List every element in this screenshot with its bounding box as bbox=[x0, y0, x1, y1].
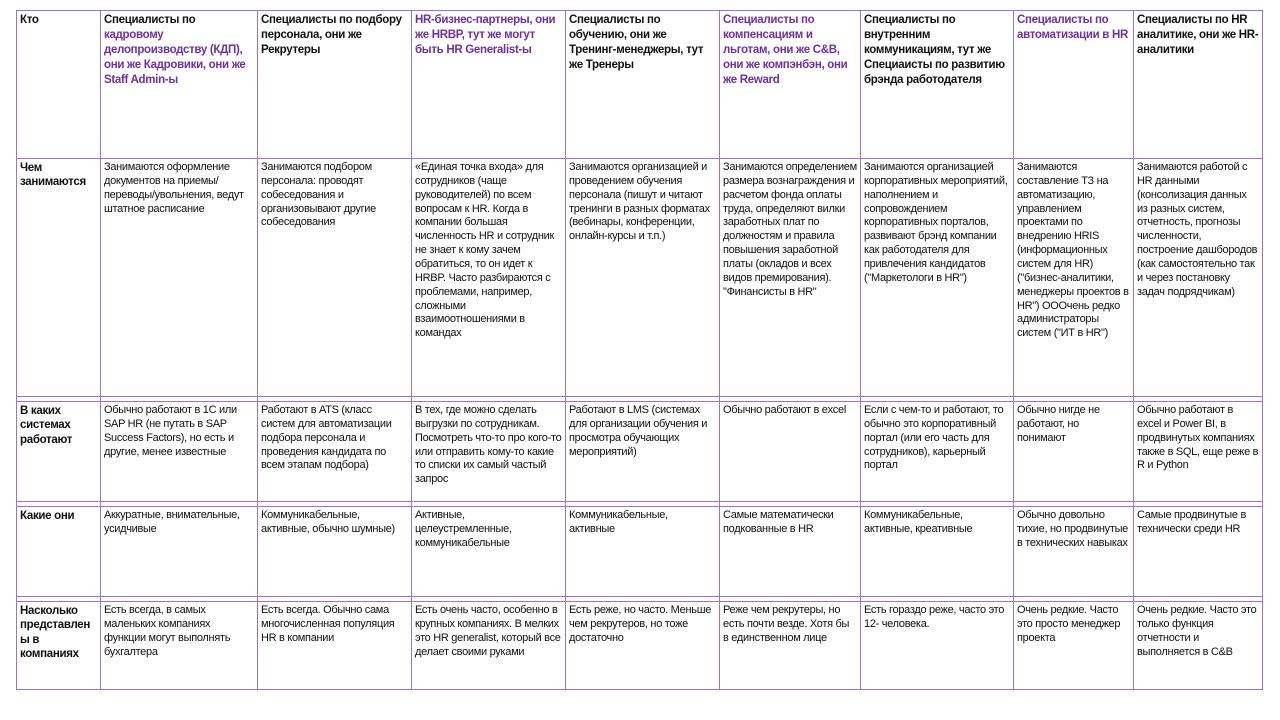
table-cell: Занимаются оформление документов на приемы/переводы/увольнения, ведут штатное расписание bbox=[101, 159, 258, 397]
header-accent-text: кадровому делопроизводству (КДП), они же Кадровики, они же Staff Admin-ы bbox=[104, 28, 246, 86]
column-header-kdp bbox=[101, 11, 258, 159]
hr-specialists-table-container bbox=[16, 10, 1262, 690]
header-accent-text: Специалисты по компенсациям и льготам, они же C&B, они же компэнбэн, они же Reward bbox=[723, 14, 848, 86]
corner-header: Кто bbox=[17, 11, 101, 159]
header-text: Специалисты по bbox=[104, 14, 196, 26]
table-cell: Очень редкие. Часто это только функция отчетности и выполняется в C&B bbox=[1134, 602, 1263, 690]
row-label: В каких системах работают bbox=[17, 402, 101, 502]
header-text: Специалисты по HR аналитике, они же HR-аналитики bbox=[1137, 14, 1259, 56]
table-cell: Есть очень часто, особенно в крупных компаниях. В мелких это HR generalist, который все делает своими руками bbox=[412, 602, 566, 690]
table-cell: Коммуникабельные, активные, креативные bbox=[861, 507, 1014, 597]
header-text: Специалисты по внутренним коммуникациям, тут же Специаисты по развитию брэнда работодателя bbox=[864, 14, 1005, 86]
row-label: Какие они bbox=[17, 507, 101, 597]
row-label: Чем занимаются bbox=[17, 159, 101, 397]
column-header-comms bbox=[861, 11, 1014, 159]
row-what-they-do bbox=[17, 159, 1263, 397]
table-cell: Самые продвинутые в технически среди HR bbox=[1134, 507, 1263, 597]
table-cell: В тех, где можно сделать выгрузки по сотрудникам. Посмотреть что-то про кого-то или отправить кому-то какие то списки их самый частый запрос bbox=[412, 402, 566, 502]
column-header-analytics bbox=[1134, 11, 1263, 159]
table-cell: Работают в LMS (системах для организации обучения и просмотра обучающих мероприятий) bbox=[566, 402, 720, 502]
table-cell: Очень редкие. Часто это просто менеджер проекта bbox=[1014, 602, 1134, 690]
table-cell: Обычно работают в 1С или SAP HR (не путать в SAP Success Factors), но есть и другие, менее известные bbox=[101, 402, 258, 502]
table-cell: Занимаются работой с HR данными (консолизация данных из разных систем, отчетность, прогнозы численности, построение дашбородов (как самостоятельно так и через постановку задач подрядчикам) bbox=[1134, 159, 1263, 397]
header-accent-text: Специалисты по автоматизации в HR bbox=[1017, 14, 1128, 41]
row-personality bbox=[17, 507, 1263, 597]
table-cell: Обычно довольно тихие, но продвинутые в технических навыках bbox=[1014, 507, 1134, 597]
table-cell: Самые математически подкованные в HR bbox=[720, 507, 861, 597]
table-cell: Занимаются подбором персонала: проводят собеседования и организовывают другие собеседования bbox=[258, 159, 412, 397]
row-presence bbox=[17, 602, 1263, 690]
table-cell: Коммуникабельные, активные bbox=[566, 507, 720, 597]
column-header-training bbox=[566, 11, 720, 159]
table-cell: Есть гораздо реже, часто это 12- человека. bbox=[861, 602, 1014, 690]
column-header-recruiters bbox=[258, 11, 412, 159]
row-label: Насколько представлены в компаниях bbox=[17, 602, 101, 690]
table-cell: Есть всегда. Обычно сама многочисленная популяция HR в компании bbox=[258, 602, 412, 690]
table-cell: Занимаются определением размера вознаграждения и расчетом фонда оплаты труда, определяют вилки заработных плат по должностям и правила повышения заработной платы (окладов и всех видов премирования). "Финансисты в HR" bbox=[720, 159, 861, 397]
table-cell: Аккуратные, внимательные, усидчивые bbox=[101, 507, 258, 597]
column-header-hrbp bbox=[412, 11, 566, 159]
table-cell: Реже чем рекрутеры, но есть почти везде. Хотя бы в единственном лице bbox=[720, 602, 861, 690]
column-header-cnb bbox=[720, 11, 861, 159]
table-cell: Занимаются составление ТЗ на автоматизацию, управлением проектами по внедрению HRIS (информационных систем для HR) ("бизнес-аналитики, менеджеры проектов в HR") ОООчень редко администраторы систем ("ИТ в HR") bbox=[1014, 159, 1134, 397]
table-cell: Активные, целеустремленные, коммуникабельные bbox=[412, 507, 566, 597]
table-cell: Если с чем-то и работают, то обычно это корпоративный портал (или его часть для сотрудников), карьерный портал bbox=[861, 402, 1014, 502]
column-header-automation bbox=[1014, 11, 1134, 159]
table-cell: Работают в ATS (класс систем для автоматизации подбора персонала и проведения кандидата по всем этапам подбора) bbox=[258, 402, 412, 502]
header-row bbox=[17, 11, 1263, 159]
row-systems bbox=[17, 402, 1263, 502]
header-text: Специалисты по обучению, они же Тренинг-менеджеры, тут же Тренеры bbox=[569, 14, 704, 71]
hr-specialists-table bbox=[16, 10, 1263, 690]
header-accent-text: HR-бизнес-партнеры, они же HRBP, тут же могут быть HR Generalist-ы bbox=[415, 14, 556, 56]
table-cell: Обычно работают в excel bbox=[720, 402, 861, 502]
table-cell: Обычно нигде не работают, но понимают bbox=[1014, 402, 1134, 502]
header-text: Специалисты по подбору персонала, они же Рекрутеры bbox=[261, 14, 402, 56]
table-cell: Занимаются организацией корпоративных мероприятий, наполнением и сопровождением корпоративных порталов, развивают брэнд компании как работодателя для привлечения кандидатов ("Маркетологи в HR") bbox=[861, 159, 1014, 397]
table-cell: Занимаются организацией и проведением обучения персонала (пишут и читают тренинги в разных форматах (вебинары, конференции, онлайн-курсы и т.п.) bbox=[566, 159, 720, 397]
table-cell: «Единая точка входа» для сотрудников (чаще руководителей) по всем вопросам к HR. Когда в компании большая численность HR и сотрудник не знает к кому зачем обратиться, то он идет к HRBP. Часто разбираются с проблемами, например, сложными взаимоотношениями в командах bbox=[412, 159, 566, 397]
table-cell: Есть всегда, в самых маленьких компаниях функции могут выполнять бухгалтера bbox=[101, 602, 258, 690]
table-cell: Есть реже, но часто. Меньше чем рекрутеров, но тоже достаточно bbox=[566, 602, 720, 690]
table-cell: Коммуникабельные, активные, обычно шумные) bbox=[258, 507, 412, 597]
table-cell: Обычно работают в excel и Power BI, в продвинутых компаниях также в SQL, еще реже в R и Python bbox=[1134, 402, 1263, 502]
